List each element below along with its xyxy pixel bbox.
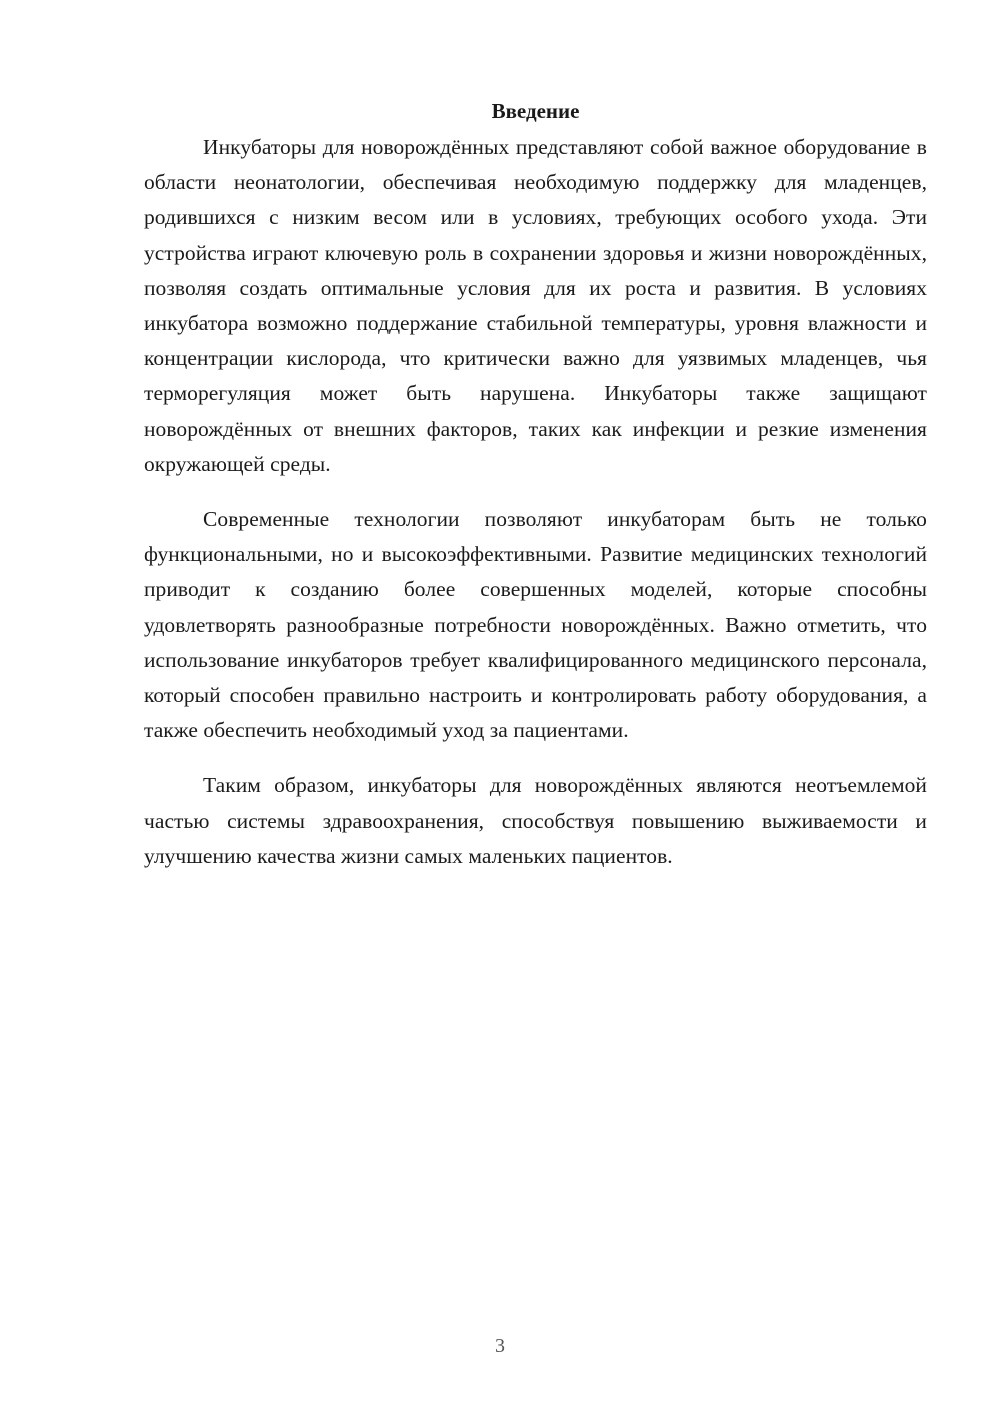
page-content [144,96,927,894]
page-number: 3 [495,1335,505,1357]
paragraph-3: Таким образом, инкубаторы для новорождённых являются неотъемлемой частью системы здравоохранения, способствуя повышению выживаемости и улучшению качества жизни самых маленьких пациентов. [144,773,927,868]
paragraph-2: Современные технологии позволяют инкубаторам быть не только функциональными, но и высокоэффективными. Развитие медицинских технологий приводит к созданию более совершенных моделей, которые способны удовлетворять разнообразные потребности новорождённых. Важно отметить, что использование инкубаторов требует квалифицированного медицинского персонала, который способен правильно настроить и контролировать работу оборудования, а также обеспечить необходимый уход за пациентами. [144,507,927,743]
section-heading: Введение [491,99,580,123]
paragraph-1: Инкубаторы для новорождённых представляют собой важное оборудование в области неонатологии, обеспечивая необходимую поддержку для младенцев, родившихся с низким весом или в условиях, требующих особого ухода. Эти устройства играют ключевую роль в сохранении здоровья и жизни новорождённых, позволяя создать оптимальные условия для их роста и развития. В условиях инкубатора возможно поддержание стабильной температуры, уровня влажности и концентрации кислорода, что критически важно для уязвимых младенцев, чья терморегуляция может быть нарушена. Инкубаторы также защищают новорождённых от внешних факторов, таких как инфекции и резкие изменения окружающей среды. [144,135,927,476]
